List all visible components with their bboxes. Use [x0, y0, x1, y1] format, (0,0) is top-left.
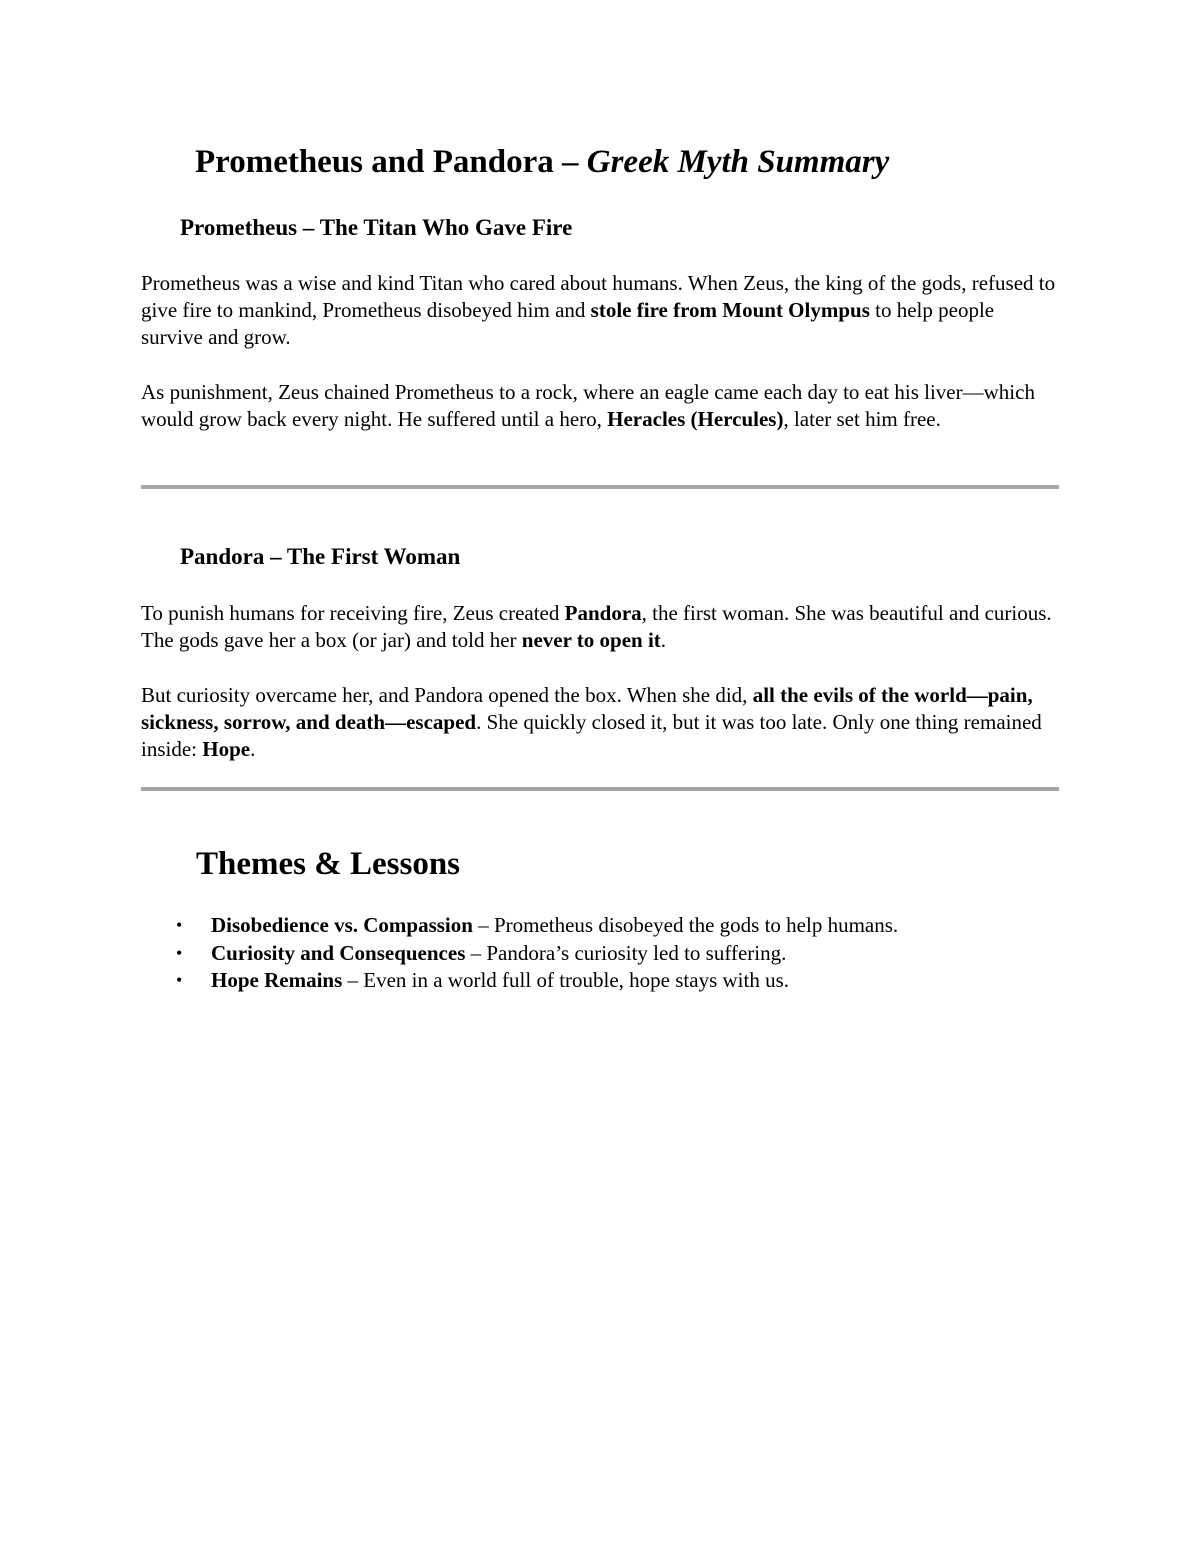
list-item: [176, 912, 1076, 940]
theme-description: – Prometheus disobeyed the gods to help humans.: [472, 913, 899, 937]
bullet-icon: •: [176, 942, 183, 963]
theme-term: Disobedience vs. Compassion: [211, 913, 473, 937]
pandora-paragraph-2: But curiosity overcame her, and Pandora opened the box. When she did, all the evils of the world—pain, sickness, sorrow, and death—escaped. She quickly closed it, but it was too late. Only one thing remained inside: Hope.: [141, 683, 1042, 761]
theme-description: – Even in a world full of trouble, hope stays with us.: [342, 968, 790, 992]
bullet-icon: •: [176, 970, 183, 990]
prometheus-paragraph-1: Prometheus was a wise and kind Titan who cared about humans. When Zeus, the king of the gods, refused to give fire to mankind, Prometheus disobeyed him and stole fire from Mount Olympus to help people survive and grow.: [141, 271, 1056, 349]
theme-term: Curiosity and Consequences: [211, 940, 466, 965]
prometheus-heading: Prometheus – The Titan Who Gave Fire: [180, 215, 573, 240]
theme-term: Hope Remains: [211, 968, 343, 992]
list-item: [176, 940, 1076, 968]
list-item: [176, 967, 1076, 995]
title-main: Prometheus and Pandora –: [195, 144, 587, 180]
title-subtitle: Greek Myth Summary: [586, 144, 890, 180]
section-divider-2: [141, 787, 1059, 791]
section-divider-1: [141, 485, 1059, 489]
theme-description: – Pandora’s curiosity led to suffering.: [465, 940, 787, 965]
themes-list: [176, 912, 1076, 995]
document-title: [195, 140, 889, 184]
prometheus-paragraph-2: As punishment, Zeus chained Prometheus to a rock, where an eagle came each day to eat his liver—which would grow back every night. He suffered until a hero, Heracles (Hercules), later set him free.: [141, 380, 1035, 431]
themes-heading: Themes & Lessons: [196, 846, 461, 882]
pandora-heading: Pandora – The First Woman: [180, 544, 461, 569]
pandora-paragraph-1: To punish humans for receiving fire, Zeus created Pandora, the first woman. She was beautiful and curious. The gods gave her a box (or jar) and told her never to open it.: [141, 601, 1052, 652]
bullet-icon: •: [176, 915, 183, 935]
